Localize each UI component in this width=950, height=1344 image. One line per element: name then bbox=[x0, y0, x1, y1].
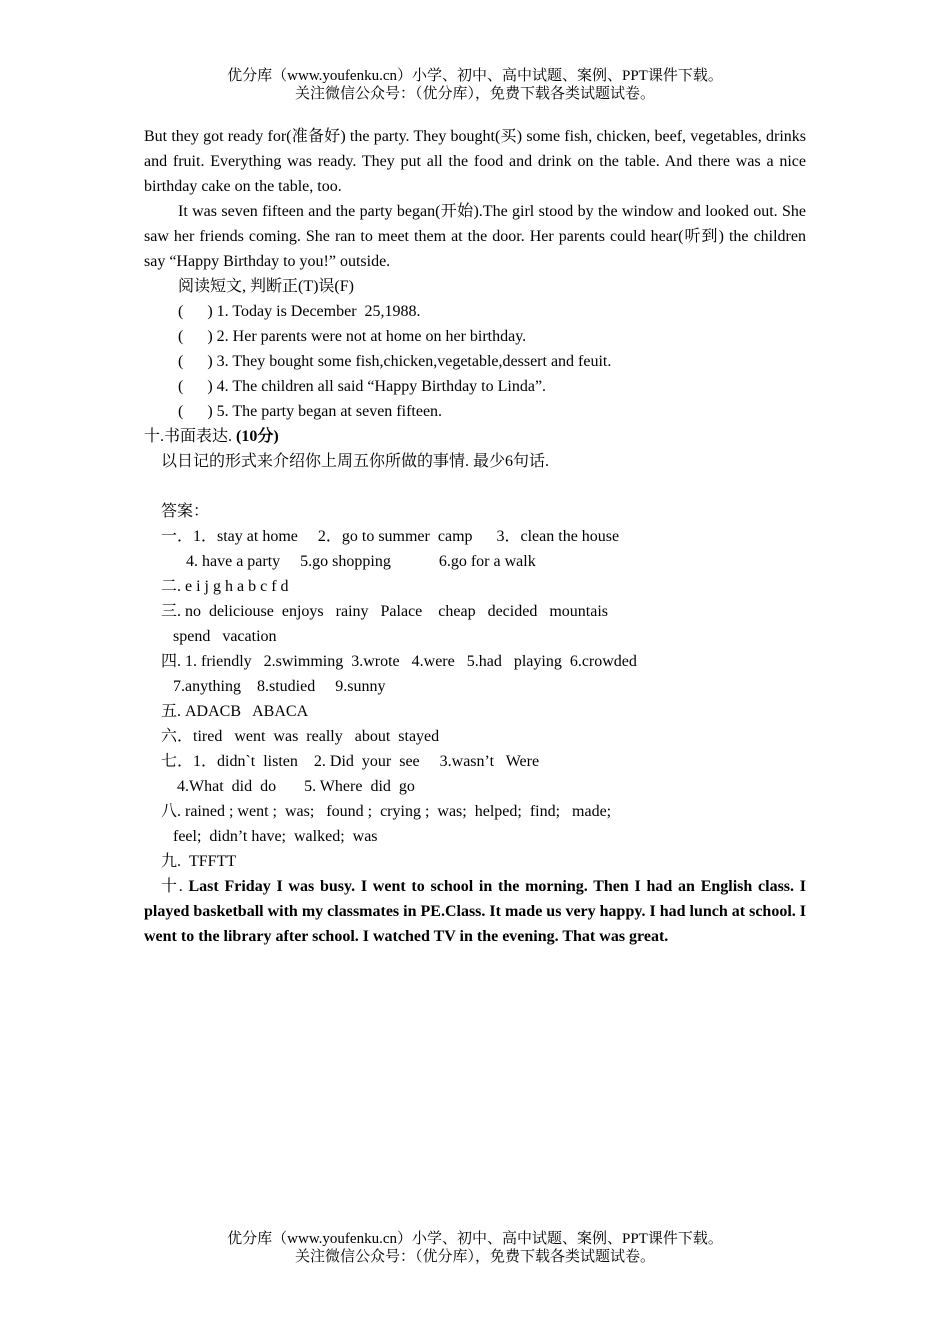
writing-section-title bbox=[144, 424, 806, 449]
answer-line-7: 7.anything 8.studied 9.sunny bbox=[173, 678, 386, 695]
answer-line-4: 三. no deliciouse enjoys rainy Palace cheap decided mountais bbox=[161, 603, 608, 620]
answers-label: 答案： bbox=[161, 503, 210, 520]
answer-line-8: 五. ADACB ABACA bbox=[161, 703, 309, 720]
answer-line-3: 二. e i j g h a b c f d bbox=[161, 578, 289, 595]
answer-line-10: 七．1．didn`t listen 2. Did your see 3.wasn’t Were bbox=[161, 753, 540, 770]
writing-score: (10分) bbox=[236, 428, 279, 445]
header-line-1: 优分库（www.youfenku.cn）小学、初中、高中试题、案例、PPT课件下载。 bbox=[227, 68, 723, 84]
question-item-5: ( ) 5. The party began at seven fifteen. bbox=[178, 403, 443, 420]
writing-prompt: 以日记的形式来介绍你上周五你所做的事情. 最少6句话. bbox=[161, 453, 550, 470]
answer-line-15 bbox=[144, 874, 806, 949]
answer-line-9: 六．tired went was really about stayed bbox=[161, 728, 440, 745]
page-footer bbox=[0, 1230, 950, 1266]
spacer bbox=[144, 474, 806, 499]
passage-paragraph-1: But they got ready for(准备好) the party. They bought(买) some fish, chicken, beef, vegetables, drinks and fruit. Everything was ready. They put all the food and drink on the table. And there was a nice birthday cake on the table, too. bbox=[144, 128, 806, 195]
question-item-1: ( ) 1. Today is December 25,1988. bbox=[178, 303, 421, 320]
questions-instruction: 阅读短文, 判断正(T)误(F) bbox=[178, 278, 354, 295]
answer-line-11: 4.What did do 5. Where did go bbox=[177, 778, 415, 795]
question-item-4: ( ) 4. The children all said “Happy Birthday to Linda”. bbox=[178, 378, 547, 395]
question-item-3: ( ) 3. They bought some fish,chicken,vegetable,dessert and feuit. bbox=[178, 353, 612, 370]
answer-line-6: 四. 1. friendly 2.swimming 3.wrote 4.were 5.had playing 6.crowded bbox=[161, 653, 637, 670]
answer-15-prefix: 十. bbox=[161, 878, 189, 895]
answer-line-14: 九. TFFTT bbox=[161, 853, 237, 870]
answer-line-5: spend vacation bbox=[173, 628, 277, 645]
header-line-2: 关注微信公众号：（优分库），免费下载各类试题试卷。 bbox=[294, 86, 655, 102]
passage-paragraph-2: It was seven fifteen and the party began(开始).The girl stood by the window and looked out. She saw her friends coming. She ran to meet them at the door. Her parents could hear(听到) the children say “Happy Birthday to you!” outside. bbox=[144, 203, 806, 270]
answer-line-2: 4. have a party 5.go shopping 6.go for a walk bbox=[186, 553, 536, 570]
writing-title: 十.书面表达. bbox=[144, 428, 237, 445]
page-header bbox=[0, 67, 950, 103]
answer-15-essay: Last Friday I was busy. I went to school in the morning. Then I had an English class. I played basketball with my classmates in PE.Class. It made us very happy. I had lunch at school. I went to the library after school. I watched TV in the evening. That was great. bbox=[144, 878, 806, 945]
document-body bbox=[144, 124, 806, 949]
answer-line-1: 一．1．stay at home 2．go to summer camp 3．clean the house bbox=[161, 528, 620, 545]
footer-line-1: 优分库（www.youfenku.cn）小学、初中、高中试题、案例、PPT课件下载。 bbox=[227, 1231, 723, 1247]
answer-line-12: 八. rained ; went ; was; found ; crying ; was; helped; find; made; bbox=[161, 803, 612, 820]
footer-line-2: 关注微信公众号：（优分库），免费下载各类试题试卷。 bbox=[294, 1249, 655, 1265]
answer-line-13: feel; didn’t have; walked; was bbox=[173, 828, 378, 845]
question-item-2: ( ) 2. Her parents were not at home on her birthday. bbox=[178, 328, 527, 345]
